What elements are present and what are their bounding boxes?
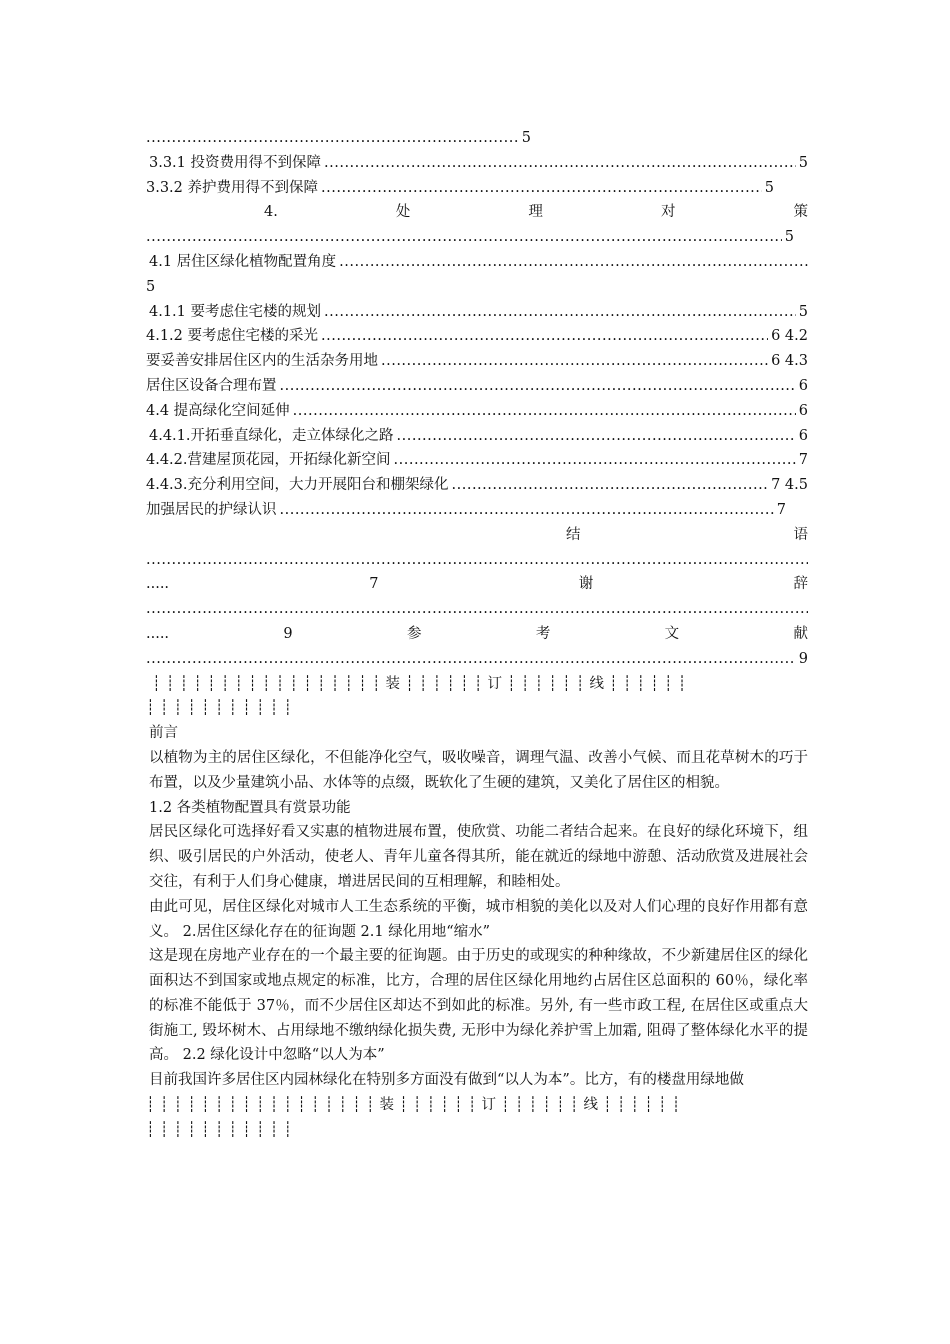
toc-entry-title: 3.3.1 投资费用得不到保障 [149, 154, 322, 171]
leader-dots [146, 126, 519, 151]
leader-dots [394, 448, 796, 473]
leader-dots [397, 424, 796, 449]
leader-dots [146, 548, 808, 573]
toc-page-number: 5 [146, 278, 156, 295]
toc-page-number: 9 [798, 650, 808, 667]
toc-references-row[interactable] [146, 647, 808, 672]
toc-line [146, 225, 794, 250]
section-heading: 1.2 各类植物配置具有赏景功能 [149, 799, 351, 816]
toc-entry-3-3-2[interactable] [146, 176, 774, 201]
toc-conclusion-heading[interactable] [146, 523, 808, 548]
toc-entry-3-3-1[interactable] [146, 151, 808, 176]
leader-dots [146, 225, 782, 250]
leader-dots [321, 176, 762, 201]
leader-dots [280, 374, 796, 399]
leader-dots [146, 597, 808, 622]
body-paragraph: 目前我国许多居住区内园林绿化在特别多方面没有做到“以人为本”。比方，有的楼盘用绿地做 [149, 1072, 744, 1089]
toc-entry-4-1[interactable] [146, 250, 808, 275]
toc-page-number: 7 [776, 501, 786, 518]
toc-page-number: 5 [798, 303, 808, 320]
toc-word: 处 [395, 204, 411, 221]
leader-dots [324, 300, 796, 325]
toc-page-number: 6 [798, 377, 808, 394]
toc-word: 谢 [578, 576, 594, 593]
toc-entry-title: 加强居民的护绿认识 [146, 501, 277, 518]
toc-entry-title: 4.4.3.充分利用空间，大力开展阳台和棚架绿化 [146, 477, 449, 494]
preface-title: 前言 [149, 725, 178, 742]
toc-entry-4-4-3[interactable] [146, 473, 808, 498]
toc-word: 辞 [793, 576, 808, 593]
binding-line-marks: ┊ ┊ ┊ ┊ ┊ ┊ ┊ ┊ ┊ ┊ ┊ [146, 700, 293, 717]
toc-conclusion-row[interactable] [146, 572, 808, 597]
toc-section-4-heading[interactable] [146, 200, 808, 225]
toc-entry-title: 3.3.2 养护费用得不到保障 [146, 179, 319, 196]
toc-dots-fragment: ..... [146, 625, 170, 642]
toc-word: 语 [793, 526, 808, 543]
toc-word: 对 [660, 204, 676, 221]
toc-word: 4. [264, 204, 278, 221]
toc-page-number: 5 [798, 154, 808, 171]
toc-word: 参 [406, 625, 422, 642]
document-page [146, 126, 808, 1143]
leader-dots [381, 349, 768, 374]
toc-entry-title: 4.1 居住区绿化植物配置角度 [149, 253, 337, 270]
toc-word: 献 [793, 625, 808, 642]
toc-line [146, 126, 531, 151]
binding-line-marks: ┊ ┊ ┊ ┊ ┊ ┊ ┊ ┊ ┊ ┊ ┊ ┊ ┊ ┊ ┊ ┊ ┊ 装 ┊ ┊ ┊ ┊ ┊ ┊ 订 ┊ ┊ ┊ ┊ ┊ ┊ 线 ┊ ┊ ┊ ┊ ┊ ┊ [152, 675, 687, 692]
toc-entry-title: 4.4 提高绿化空间延伸 [146, 402, 290, 419]
toc-entry-title: 4.4.2.营建屋顶花园，开拓绿化新空间 [146, 452, 391, 469]
toc-word: 理 [528, 204, 543, 221]
toc-page-number: 5 [521, 130, 531, 146]
toc-entry-4-3[interactable] [146, 374, 808, 399]
toc-page-number: 7 [798, 452, 808, 469]
toc-page-number: 6 4.3 [771, 353, 808, 370]
leader-dots [339, 250, 808, 275]
leader-dots [452, 473, 769, 498]
toc-page-number: 7 4.5 [771, 477, 808, 494]
toc-entry-title: 4.1.1 要考虑住宅楼的规划 [149, 303, 322, 320]
toc-dots-fragment: ..... [146, 576, 170, 593]
leader-dots [293, 399, 796, 424]
toc-word: 结 [566, 526, 581, 543]
leader-dots [324, 151, 796, 176]
toc-entry-title: 要妥善安排居住区内的生活杂务用地 [146, 353, 378, 370]
toc-entry-4-2[interactable] [146, 349, 808, 374]
toc-entry-4-4-2[interactable] [146, 448, 808, 473]
toc-thanks-row[interactable] [146, 622, 808, 647]
toc-page-number: 6 4.2 [771, 328, 808, 345]
body-paragraph: 由此可见，居住区绿化对城市人工生态系统的平衡，城市相貌的美化以及对人们心理的良好作用都有意义。 2.居住区绿化存在的征询题 2.1 绿化用地“缩水” [149, 898, 808, 940]
leader-dots [280, 498, 774, 523]
leader-dots [321, 324, 768, 349]
body-paragraph: 这是现在房地产业存在的一个最主要的征询题。由于历史的或现实的种种缘故，不少新建居住区的绿化面积达不到国家或地点规定的标准，比方，合理的居住区绿化用地约占居住区总面积的 60％，绿化率的标准不能低于 37％，而不少居住区却达不到如此的标准。另外, 有一些市政工程, 在居住区或重点大街施工, 毁坏树木、占用绿地不缴纳绿化损失费, 无形中为绿化养护雪上加霜, 阻碍了整体绿化水平的提高。 2.2 绿化设计中忽略“以人为本” [149, 948, 808, 1064]
toc-entry-title: 居住区设备合理布置 [146, 377, 277, 394]
toc-entry-4-1-1[interactable] [146, 300, 808, 325]
toc-word: 策 [793, 204, 808, 221]
toc-word: 考 [535, 625, 551, 642]
toc-entry-4-4-1[interactable] [146, 424, 808, 449]
toc-page-number: 7 [369, 576, 379, 593]
leader-dots [146, 647, 796, 672]
toc-entry-title: 4.1.2 要考虑住宅楼的采光 [146, 328, 319, 345]
toc-page-number: 5 [784, 229, 794, 246]
toc-entry-4-1-2[interactable] [146, 324, 808, 349]
toc-entry-title: 4.4.1.开拓垂直绿化，走立体绿化之路 [149, 427, 394, 444]
toc-page-number: 6 [798, 402, 808, 419]
toc-entry-4-5[interactable] [146, 498, 786, 523]
toc-page-number: 9 [283, 625, 293, 642]
toc-page-number: 5 [764, 179, 774, 196]
binding-line-marks: ┊ ┊ ┊ ┊ ┊ ┊ ┊ ┊ ┊ ┊ ┊ ┊ ┊ ┊ ┊ ┊ ┊ 装 ┊ ┊ ┊ ┊ ┊ ┊ 订 ┊ ┊ ┊ ┊ ┊ ┊ 线 ┊ ┊ ┊ ┊ ┊ ┊ [146, 1097, 681, 1114]
binding-line-marks: ┊ ┊ ┊ ┊ ┊ ┊ ┊ ┊ ┊ ┊ ┊ [146, 1121, 293, 1138]
toc-entry-4-4[interactable] [146, 399, 808, 424]
body-paragraph: 以植物为主的居住区绿化，不但能净化空气，吸收噪音，调理气温、改善小气候、而且花草树木的巧于布置，以及少量建筑小品、水体等的点缀，既软化了生硬的建筑，又美化了居住区的相貌。 [149, 749, 808, 791]
toc-page-number: 6 [798, 427, 808, 444]
toc-line [146, 275, 808, 300]
body-paragraph: 居民区绿化可选择好看又实惠的植物进展布置，使欣赏、功能二者结合起来。在良好的绿化环境下，组织、吸引居民的户外活动，使老人、青年儿童各得其所，能在就近的绿地中游憩、活动欣赏及进展社会交往，有利于人们身心健康，增进居民间的互相理解，和睦相处。 [149, 824, 808, 890]
toc-word: 文 [664, 625, 680, 642]
